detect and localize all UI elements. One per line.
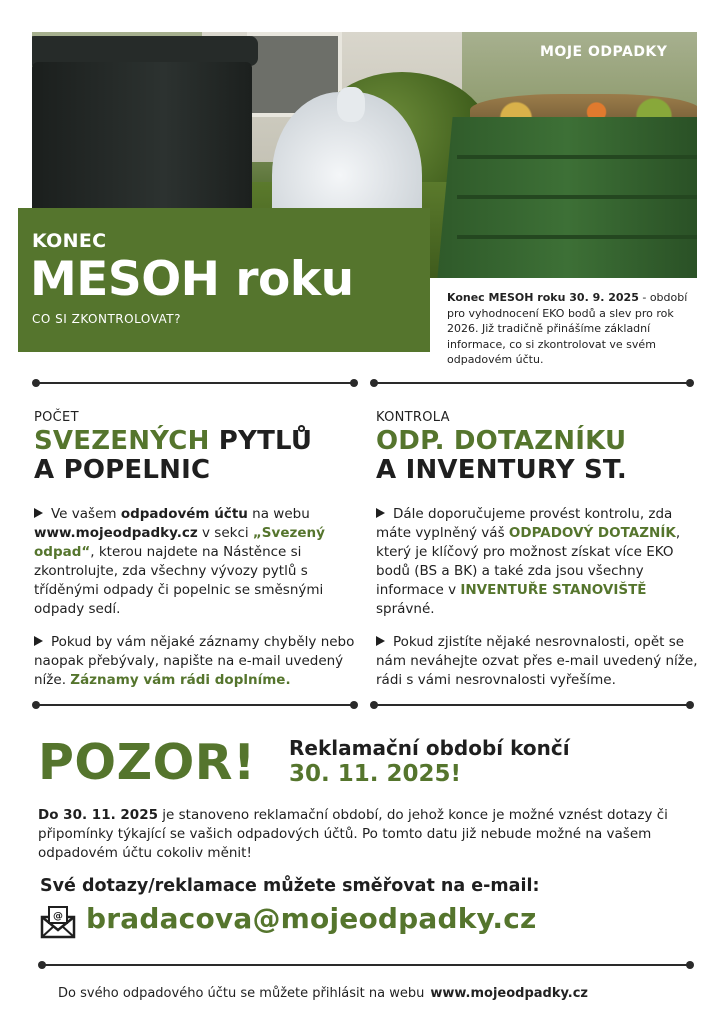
left-paragraph-2 [34,633,364,690]
text: , který je klíčový pro možnost získat více EKO bodů (BS a BK) a také zda jsou všechny informace v [376,525,681,598]
left-heading-line2: A POPELNIC [34,455,211,485]
intro-body: - období pro vyhodnocení EKO bodů a slev pro rok 2026. Již tradičně přinášíme základní informace, co si zkontrolovat ve svém odpadovém účtu. [447,291,688,366]
text-green: „Svezený odpad“ [34,525,325,560]
composter [437,117,697,278]
brand-logo: MOJE ODPADKY [540,44,668,60]
footer [58,986,588,1001]
right-heading-green: ODP. DOTAZNÍKU [376,426,627,456]
divider-right-top [372,382,692,384]
notice-bold: Do 30. 11. 2025 [38,807,158,823]
deadline-label: Reklamační období končí [289,736,570,760]
divider-footer [40,964,692,966]
mail-icon [40,905,76,939]
left-column [34,410,364,690]
deadline-date: 30. 11. 2025! [289,761,462,787]
contact-label: Své dotazy/reklamace můžete směřovat na e-mail: [40,876,540,896]
footer-text: Do svého odpadového účtu se můžete přihlásit na webu [58,986,425,1001]
web-link[interactable]: www.mojeodpadky.cz [34,525,198,541]
arrow-icon [376,636,385,646]
text: v sekci [197,525,253,541]
left-heading-green: SVEZENÝCH [34,426,210,456]
right-paragraph-2 [376,633,706,690]
text-green: Záznamy vám rádi doplníme. [70,672,291,688]
text: Pokud zjistíte nějaké nesrovnalosti, opět se nám neváhejte ozvat přes e-mail uvedený níže, rádi s vámi nesrovnalosti vyřešíme. [376,634,698,688]
title-line-1: KONEC [32,230,107,252]
left-kicker: POČET [34,410,79,425]
footer-web-link[interactable]: www.mojeodpadky.cz [430,986,588,1001]
divider-left-top [34,382,356,384]
notice-text [38,806,698,863]
text: Dále doporučujeme provést kontrolu, zda máte vyplněný váš [376,506,673,541]
right-kicker: KONTROLA [376,410,450,425]
warning-heading: POZOR! [38,734,256,791]
right-heading-line2: A INVENTURY ST. [376,455,627,485]
right-paragraph-1 [376,505,706,619]
intro-text [447,290,707,368]
notice-body: je stanoveno reklamační období, do jehož konce je možné vznést dotazy či připomínky týkající se vašich odpadových účtů. Po tomto datu již nebude možné na vašem odpadovém účtu cokoliv měnit! [38,807,668,861]
text: , kterou najdete na Nástěnce si zkontrolujte, zda všechny vývozy pytlů s tříděnými odpady či popelnic se směsnými odpady sedí. [34,544,324,617]
text: Ve vašem [51,506,121,522]
title-box [18,208,430,352]
arrow-icon [34,636,43,646]
left-heading [34,427,364,485]
arrow-icon [34,508,43,518]
right-column [376,410,706,690]
plastic-bag-knot [337,87,365,122]
divider-right-bottom [372,704,692,706]
text: Pokud by vám nějaké záznamy chyběly nebo naopak přebývaly, napište na e-mail uvedený níže. [34,634,355,688]
left-paragraph-1 [34,505,364,619]
right-heading [376,427,706,485]
title-subtitle: CO SI ZKONTROLOVAT? [32,312,181,326]
text-green: INVENTUŘE STANOVIŠTĚ [460,582,647,598]
page-title: MESOH roku [30,252,354,307]
arrow-icon [376,508,385,518]
divider-left-bottom [34,704,356,706]
deadline [289,736,570,789]
contact-email-link[interactable]: bradacova@mojeodpadky.cz [86,902,537,935]
text-bold: odpadovém účtu [120,506,248,522]
text: správné. [376,601,435,617]
left-heading-rest: PYTLŮ [209,426,313,456]
svg-text:@: @ [53,911,63,922]
text: na webu [247,506,310,522]
intro-bold: Konec MESOH roku 30. 9. 2025 [447,291,639,304]
text-green: ODPADOVÝ DOTAZNÍK [508,525,676,541]
